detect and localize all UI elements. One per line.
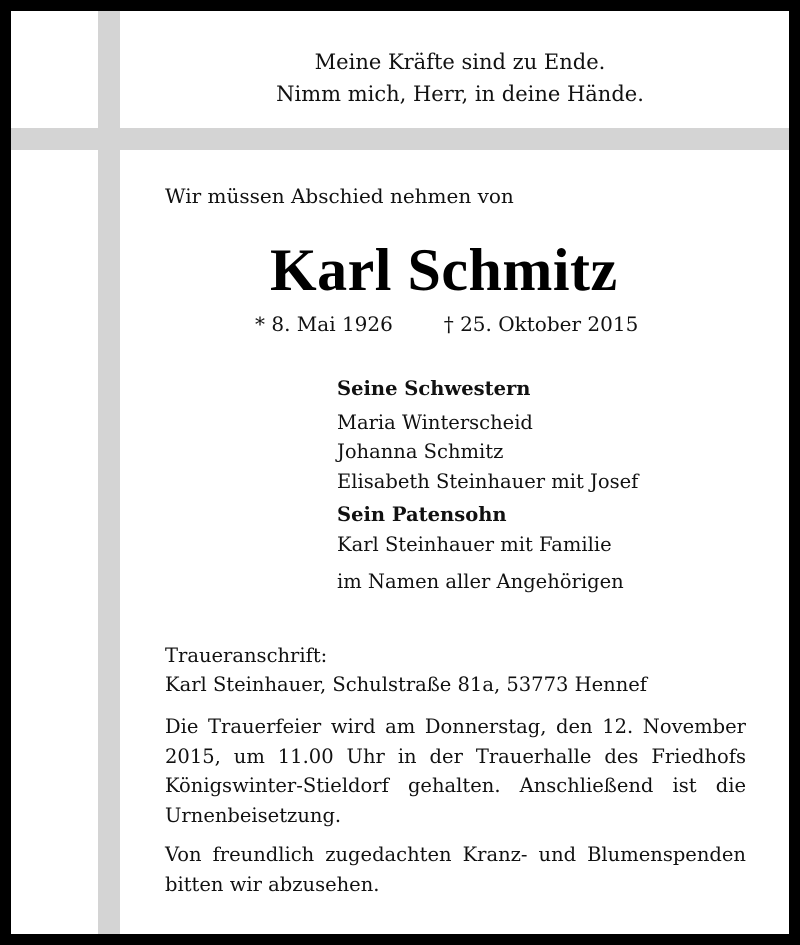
- verse-line-2: Nimm mich, Herr, in deine Hände.: [276, 82, 644, 106]
- intro-text: Wir müssen Abschied nehmen von: [165, 184, 514, 208]
- godson-name: Karl Steinhauer mit Familie: [337, 532, 612, 556]
- sisters-heading: Seine Schwestern: [337, 377, 531, 400]
- address-label: Traueranschrift:: [165, 644, 328, 667]
- cross-horizontal-bar: [11, 128, 789, 150]
- mourning-address: [165, 642, 647, 699]
- flowers-paragraph: Von freundlich zugedachten Kranz- und Blumenspenden bitten wir abzusehen.: [165, 843, 746, 896]
- godson-heading: Sein Patensohn: [337, 503, 507, 526]
- life-dates: [255, 312, 638, 336]
- family-list: [337, 374, 638, 597]
- address-value: Karl Steinhauer, Schulstraße 81a, 53773 Hennef: [165, 672, 648, 696]
- family-closing: im Namen aller Angehörigen: [337, 570, 624, 593]
- sister-1: Maria Winterscheid: [337, 410, 533, 434]
- deceased-name: Karl Schmitz: [270, 237, 618, 303]
- birth-date: * 8. Mai 1926: [255, 312, 393, 336]
- sister-3: Elisabeth Steinhauer mit Josef: [337, 469, 639, 493]
- sister-2: Johanna Schmitz: [337, 440, 504, 463]
- death-date: † 25. Oktober 2015: [443, 312, 639, 336]
- service-paragraph: Die Trauerfeier wird am Donnerstag, den 12. November 2015, um 11.00 Uhr in der Trauerhalle des Friedhofs Königswinter-Stieldorf gehalten. Anschließend ist die Urnenbeisetzung.: [165, 715, 746, 827]
- verse: [160, 46, 760, 110]
- verse-line-1: Meine Kräfte sind zu Ende.: [314, 50, 606, 74]
